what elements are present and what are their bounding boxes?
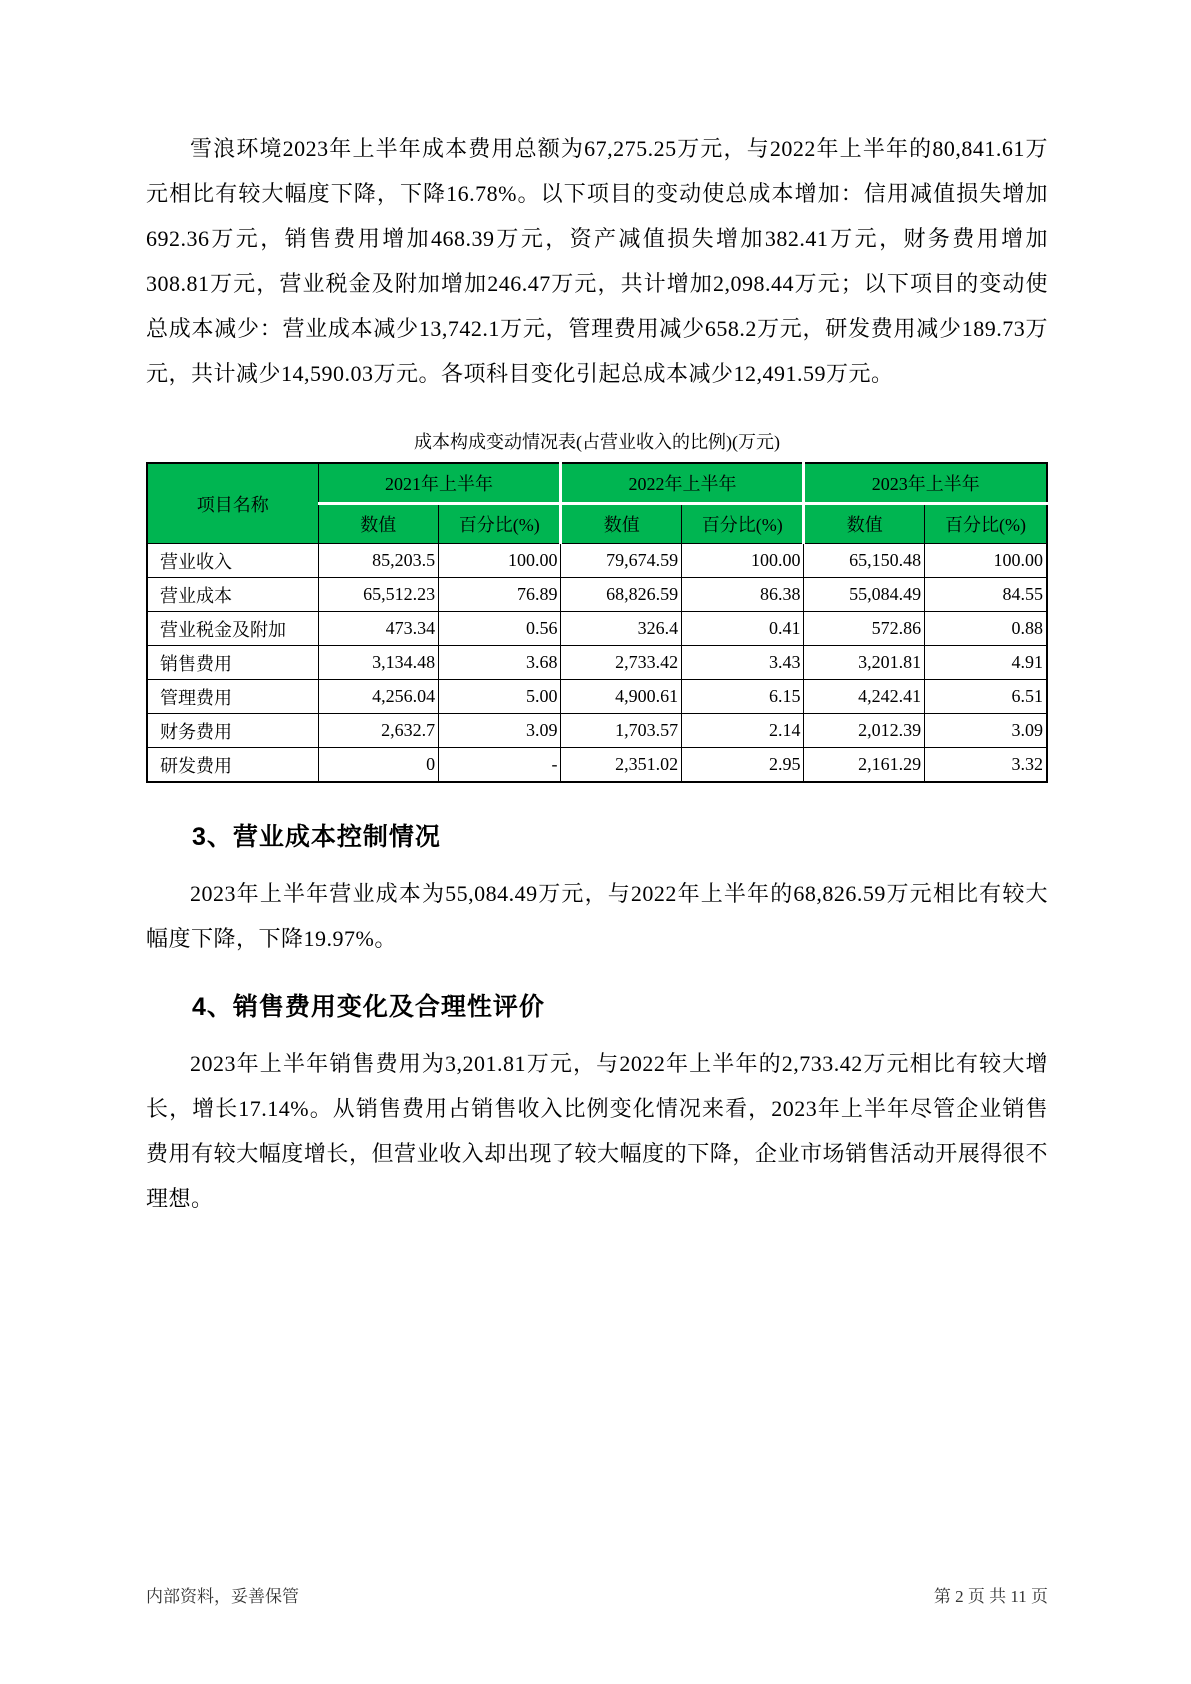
cell-value: 2,161.29: [804, 748, 925, 783]
cell-pct: 0.88: [925, 612, 1047, 646]
cell-value: 85,203.5: [318, 544, 439, 578]
table-row: [147, 748, 1047, 783]
cell-value: 4,242.41: [804, 680, 925, 714]
cell-value: 1,703.57: [561, 714, 682, 748]
cell-pct: 100.00: [925, 544, 1047, 578]
header-pct-2022: 百分比(%): [682, 504, 804, 544]
cost-composition-table: [146, 462, 1048, 783]
cell-value: 326.4: [561, 612, 682, 646]
cell-value: 572.86: [804, 612, 925, 646]
cell-value: 55,084.49: [804, 578, 925, 612]
cell-pct: 3.09: [925, 714, 1047, 748]
table-row: [147, 646, 1047, 680]
header-value-2021: 数值: [318, 504, 439, 544]
cell-pct: 2.14: [682, 714, 804, 748]
section-3-paragraph: 2023年上半年营业成本为55,084.49万元，与2022年上半年的68,826.59万元相比有较大幅度下降，下降19.97%。: [146, 881, 1048, 951]
cell-pct: 86.38: [682, 578, 804, 612]
cell-value: 2,012.39: [804, 714, 925, 748]
table-header-row-years: [147, 463, 1047, 504]
table-row: [147, 680, 1047, 714]
table-row: [147, 578, 1047, 612]
cell-value: 65,512.23: [318, 578, 439, 612]
cell-value: 3,201.81: [804, 646, 925, 680]
cell-pct: 3.32: [925, 748, 1047, 783]
cell-value: 79,674.59: [561, 544, 682, 578]
cell-value: 65,150.48: [804, 544, 925, 578]
footer-page-number: 第 2 页 共 11 页: [933, 1587, 1048, 1606]
cell-pct: 84.55: [925, 578, 1047, 612]
header-value-2023: 数值: [804, 504, 925, 544]
cost-overview-paragraph: 雪浪环境2023年上半年成本费用总额为67,275.25万元，与2022年上半年的80,841.61万元相比有较大幅度下降，下降16.78%。以下项目的变动使总成本增加：信用减值损失增加692.36万元，销售费用增加468.39万元，资产减值损失增加382.41万元，财务费用增加308.81万元，营业税金及附加增加246.47万元，共计增加2,098.44万元；以下项目的变动使总成本减少：营业成本减少13,742.1万元，管理费用减少658.2万元，研发费用减少189.73万元，共计减少14,590.03万元。各项科目变化引起总成本减少12,491.59万元。: [146, 136, 1048, 386]
section-4-paragraph: 2023年上半年销售费用为3,201.81万元，与2022年上半年的2,733.42万元相比有较大增长，增长17.14%。从销售费用占销售收入比例变化情况来看，2023年上半年尽管企业销售费用有较大幅度增长，但营业收入却出现了较大幅度的下降，企业市场销售活动开展得很不理想。: [146, 1051, 1048, 1211]
header-item-column: 项目名称: [147, 463, 318, 544]
cell-item-name: 销售费用: [147, 646, 318, 680]
cell-value: 2,351.02: [561, 748, 682, 783]
header-pct-2023: 百分比(%): [925, 504, 1047, 544]
cell-value: 2,632.7: [318, 714, 439, 748]
cell-pct: 76.89: [439, 578, 561, 612]
cell-item-name: 营业税金及附加: [147, 612, 318, 646]
cell-pct: 3.68: [439, 646, 561, 680]
section-3-heading: 3、营业成本控制情况: [192, 823, 441, 851]
cell-item-name: 财务费用: [147, 714, 318, 748]
cell-pct: -: [439, 748, 561, 783]
header-year-2023: 2023年上半年: [804, 463, 1047, 504]
cell-pct: 3.43: [682, 646, 804, 680]
table-row: [147, 544, 1047, 578]
cell-pct: 6.15: [682, 680, 804, 714]
cell-item-name: 管理费用: [147, 680, 318, 714]
cell-value: 0: [318, 748, 439, 783]
header-year-2021: 2021年上半年: [318, 463, 561, 504]
cell-value: 2,733.42: [561, 646, 682, 680]
header-value-2022: 数值: [561, 504, 682, 544]
cell-value: 3,134.48: [318, 646, 439, 680]
page-footer: [146, 1582, 1048, 1607]
cell-pct: 2.95: [682, 748, 804, 783]
cell-item-name: 营业成本: [147, 578, 318, 612]
cell-pct: 3.09: [439, 714, 561, 748]
cell-item-name: 营业收入: [147, 544, 318, 578]
cell-pct: 0.56: [439, 612, 561, 646]
cell-value: 4,256.04: [318, 680, 439, 714]
cell-pct: 100.00: [682, 544, 804, 578]
section-4-heading: 4、销售费用变化及合理性评价: [192, 993, 545, 1021]
cell-pct: 100.00: [439, 544, 561, 578]
header-year-2022: 2022年上半年: [561, 463, 804, 504]
cell-item-name: 研发费用: [147, 748, 318, 783]
page-content: [146, 126, 1048, 1221]
table-title: 成本构成变动情况表(占营业收入的比例)(万元): [414, 432, 780, 452]
cell-pct: 6.51: [925, 680, 1047, 714]
cell-value: 68,826.59: [561, 578, 682, 612]
footer-confidential-note: 内部资料，妥善保管: [146, 1587, 299, 1606]
table-row: [147, 612, 1047, 646]
cell-pct: 0.41: [682, 612, 804, 646]
table-row: [147, 714, 1047, 748]
cell-value: 473.34: [318, 612, 439, 646]
cell-pct: 4.91: [925, 646, 1047, 680]
cell-value: 4,900.61: [561, 680, 682, 714]
cell-pct: 5.00: [439, 680, 561, 714]
header-pct-2021: 百分比(%): [439, 504, 561, 544]
